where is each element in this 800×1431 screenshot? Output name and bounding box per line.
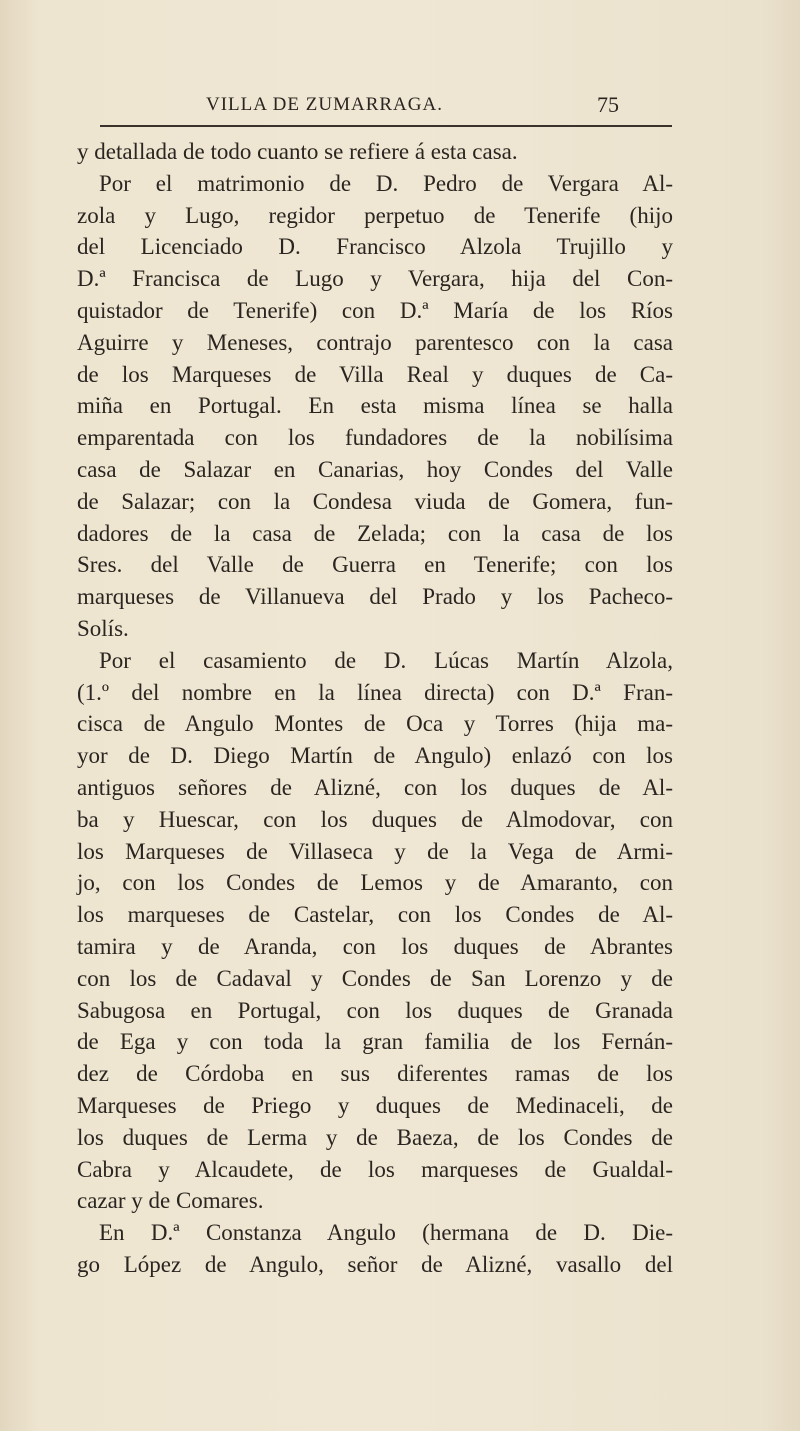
paragraph [77, 645, 673, 1217]
text-line: Solís. [77, 615, 129, 641]
text-line: (1.º del nombre en la línea directa) con D.ª Fran- [77, 679, 673, 705]
text-line: cisca de Angulo Montes de Oca y Torres (hija ma- [77, 711, 673, 737]
text-line: emparentada con los fundadores de la nobilísima [77, 425, 673, 451]
text-line: Por el casamiento de D. Lúcas Martín Alzola, [99, 647, 673, 673]
running-title: VILLA DE ZUMARRAGA. [206, 94, 443, 115]
text-line: ba y Huescar, con los duques de Almodovar, con [77, 806, 673, 832]
text-line: yor de D. Diego Martín de Angulo) enlazó con los [77, 743, 673, 769]
text-line: jo, con los Condes de Lemos y de Amaranto, con [77, 870, 673, 896]
text-line: zola y Lugo, regidor perpetuo de Tenerife (hijo [77, 202, 673, 228]
text-line: casa de Salazar en Canarias, hoy Condes del Valle [77, 456, 673, 482]
paragraph [77, 1217, 673, 1281]
text-line: antiguos señores de Alizné, con los duques de Al- [77, 774, 673, 800]
text-line: los duques de Lerma y de Baeza, de los Condes de [77, 1124, 673, 1150]
text-line: go López de Angulo, señor de Alizné, vasallo del [77, 1251, 673, 1277]
text-line: de Salazar; con la Condesa viuda de Gomera, fun- [77, 488, 673, 514]
text-line: Cabra y Alcaudete, de los marqueses de Gualdal- [77, 1156, 673, 1182]
header-rule [100, 125, 672, 131]
text-line: y detallada de todo cuanto se refiere á esta casa. [77, 139, 518, 164]
text-line: los marqueses de Castelar, con los Condes de Al- [77, 902, 673, 928]
text-line: Por el matrimonio de D. Pedro de Vergara Al- [99, 170, 673, 196]
text-line: quistador de Tenerife) con D.ª María de los Ríos [77, 297, 673, 323]
text-line: Sabugosa en Portugal, con los duques de Granada [77, 997, 673, 1023]
text-line: marqueses de Villanueva del Prado y los Pacheco- [77, 584, 673, 610]
text-line: dadores de la casa de Zelada; con la casa de los [77, 520, 673, 546]
text-line: con los de Cadaval y Condes de San Lorenzo y de [77, 965, 673, 991]
text-line: los Marqueses de Villaseca y de la Vega de Armi- [77, 838, 673, 864]
text-line: dez de Córdoba en sus diferentes ramas de los [77, 1061, 673, 1087]
text-line: En D.ª Constanza Angulo (hermana de D. Die- [99, 1220, 673, 1246]
text-line: del Licenciado D. Francisco Alzola Trujillo y [77, 234, 673, 260]
page-number: 75 [597, 92, 619, 117]
body-text [77, 136, 673, 1281]
text-line: de los Marqueses de Villa Real y duques de Ca- [77, 361, 673, 387]
text-line: tamira y de Aranda, con los duques de Abrantes [77, 933, 673, 959]
text-line: Aguirre y Meneses, contrajo parentesco con la casa [77, 329, 673, 355]
text-line: de Ega y con toda la gran familia de los Fernán- [77, 1029, 673, 1055]
text-line: Sres. del Valle de Guerra en Tenerife; con los [77, 552, 673, 578]
paragraph [77, 168, 673, 645]
text-line: D.ª Francisca de Lugo y Vergara, hija del Con- [77, 266, 673, 292]
paragraph [77, 136, 673, 168]
text-line: cazar y de Comares. [77, 1188, 264, 1214]
text-line: miña en Portugal. En esta misma línea se halla [77, 393, 673, 419]
text-line: Marqueses de Priego y duques de Medinaceli, de [77, 1092, 673, 1118]
page-header [200, 92, 660, 126]
